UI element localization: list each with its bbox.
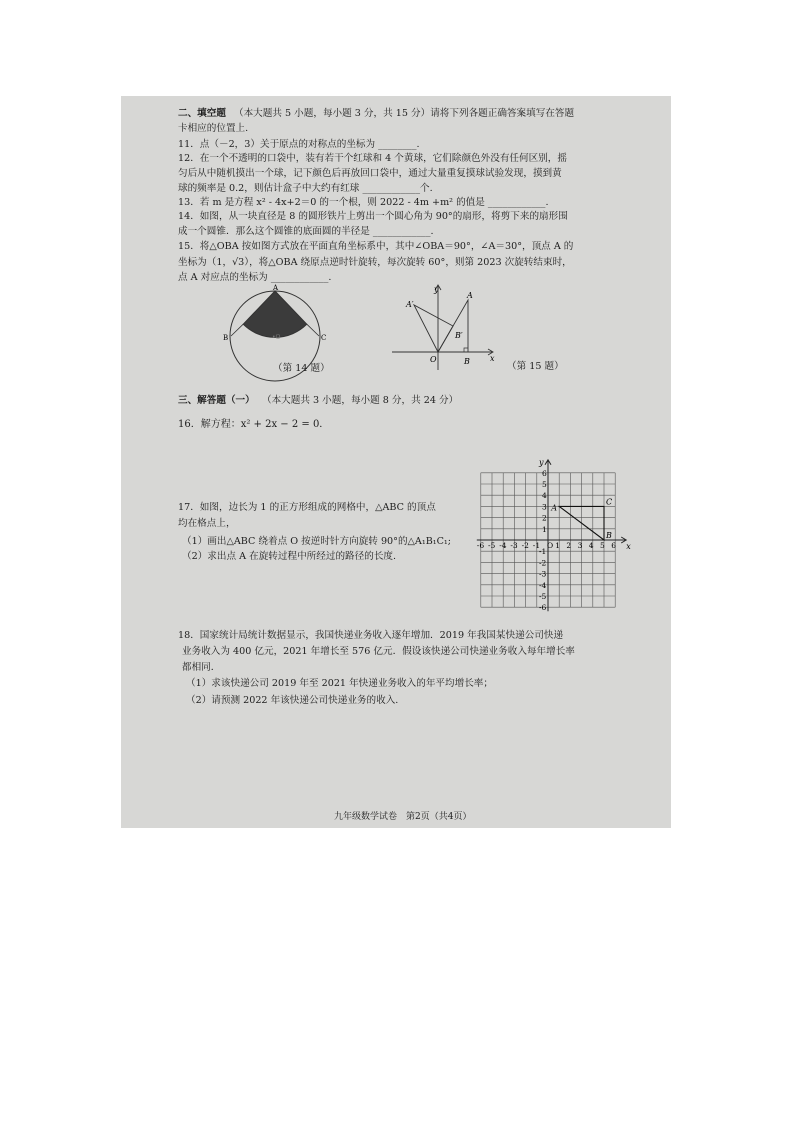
y-tick-label: -4 (539, 580, 547, 590)
x-tick-label: 5 (600, 541, 605, 550)
label-B: B (606, 531, 612, 540)
question-17-line-3: （1）画出△ABC 绕着点 O 按逆时针方向旋转 90°的△A₁B₁C₁; (182, 536, 452, 547)
question-18-line-2: 业务收入为 400 亿元，2021 年增长至 576 亿元．假设该快递公司快递业务收入每年增长率 (182, 646, 575, 657)
figure-14-caption: （第 14 题） (273, 363, 330, 374)
y-tick-label: -6 (539, 603, 547, 613)
y-tick-label: 1 (542, 524, 547, 534)
y-tick-label: 6 (542, 468, 547, 478)
y-tick-label: 5 (542, 480, 547, 489)
y-tick-label: 2 (542, 513, 547, 523)
y-tick-label: -1 (539, 547, 547, 557)
x-tick-label: 6 (611, 541, 616, 550)
question-15-line-2: 坐标为（1，√3），将△OBA 绕原点逆时针旋转，每次旋转 60°，则第 2023 次旋转结束时， (178, 257, 572, 268)
label-B-prime: B′ (455, 331, 463, 340)
x-tick-label: 3 (577, 541, 583, 550)
x-tick-label: -6 (476, 541, 485, 550)
question-17-line-1: 17．如图，边长为 1 的正方形组成的网格中，△ABC 的顶点 (178, 502, 436, 513)
y-tick-label: 3 (542, 502, 547, 512)
x-tick-label: -5 (488, 541, 496, 550)
question-12-line-1: 12．在一个不透明的口袋中，装有若干个红球和 4 个黄球，它们除颜色外没有任何区别，摇 (178, 153, 567, 164)
question-17-line-4: （2）求出点 A 在旋转过程中所经过的路径的长度. (182, 551, 397, 562)
y-tick-label: -2 (539, 558, 547, 568)
label-A: A (273, 284, 279, 292)
x-axis-label: x (626, 542, 631, 551)
x-tick-label: -2 (521, 541, 529, 550)
question-13: 13．若 m 是方程 x² - 4x+2＝0 的一个根，则 2022 - 4m +m² 的值是 ____________. (178, 197, 549, 208)
question-12-line-2: 匀后从中随机摸出一个球，记下颜色后再放回口袋中，通过大量重复摸球试验发现，摸到黄 (178, 168, 562, 179)
question-15-line-1: 15．将△OBA 按如图方式放在平面直角坐标系中，其中∠OBA＝90°，∠A＝30°，顶点 A 的 (178, 241, 574, 252)
question-14-line-2: 成一个圆锥．那么这个圆锥的底面圆的半径是 ____________. (178, 226, 434, 237)
label-y: y (434, 285, 439, 294)
y-tick-label: -3 (539, 569, 547, 579)
right-angle-mark (464, 348, 468, 352)
question-15-line-3: 点 A 对应点的坐标为 ____________. (178, 272, 332, 283)
section-3-intro: （本大题共 3 小题，每小题 8 分，共 24 分） (262, 395, 459, 406)
section-2-intro-cont: 卡相应的位置上. (178, 123, 249, 134)
question-11: 11．点（－2，3）关于原点的对称点的坐标为 ________. (178, 139, 420, 150)
question-18-part-2: （2）请预测 2022 年该快递公司快递业务的收入. (186, 695, 399, 706)
y-tick-label: -5 (539, 592, 547, 601)
label-B: B (223, 334, 229, 342)
x-tick-label: 2 (566, 541, 572, 550)
x-tick-label: -3 (510, 541, 518, 550)
question-18-part-1: （1）求该快递公司 2019 年至 2021 年快递业务收入的年平均增长率； (186, 678, 493, 689)
origin-label: O (547, 541, 554, 550)
question-17-line-2: 均在格点上， (178, 518, 236, 529)
figure-15-caption: （第 15 题） (507, 361, 564, 372)
label-A: A (467, 291, 473, 300)
sector-shaded (243, 291, 307, 337)
section-2-intro: （本大题共 5 小题，每小题 3 分，共 15 分）请将下列各题正确答案填写在答题 (234, 108, 575, 119)
x-tick-label: -4 (499, 541, 507, 550)
section-2-heading: 二、填空题 (178, 108, 226, 119)
question-18-line-1: 18．国家统计局统计数据显示，我国快递业务收入逐年增加．2019 年我国某快递公司快递 (178, 630, 564, 641)
label-x: x (490, 354, 495, 363)
question-16: 16．解方程：x² + 2x − 2 = 0． (178, 419, 330, 430)
label-B: B (464, 357, 470, 366)
y-axis-label: y (539, 457, 544, 467)
y-tick-label: 4 (542, 491, 547, 501)
figure-17-grid (470, 450, 640, 615)
x-tick-label: -1 (532, 541, 541, 550)
triangle-OB1A1 (414, 305, 453, 352)
figure-15 (392, 280, 502, 372)
label-A-prime: A′ (406, 300, 414, 309)
label-A: A (551, 503, 557, 513)
question-14-line-1: 14．如图，从一块直径是 8 的圆形铁片上剪出一个圆心角为 90°的扇形，将剪下来的扇形围 (178, 211, 568, 222)
x-tick-label: 1 (555, 541, 560, 550)
label-O: O (430, 355, 437, 364)
question-12-line-3: 球的频率是 0.2，则估计盒子中大约有红球 ____________个. (178, 183, 433, 194)
x-tick-label: 4 (588, 541, 594, 550)
section-3-heading: 三、解答题（一） (178, 395, 255, 406)
label-C: C (606, 497, 613, 507)
label-O: •O (272, 334, 281, 341)
label-C: C (321, 334, 327, 342)
question-18-line-3: 都相同． (182, 662, 221, 673)
page-footer: 九年级数学试卷 第2页（共4页） (334, 812, 472, 822)
